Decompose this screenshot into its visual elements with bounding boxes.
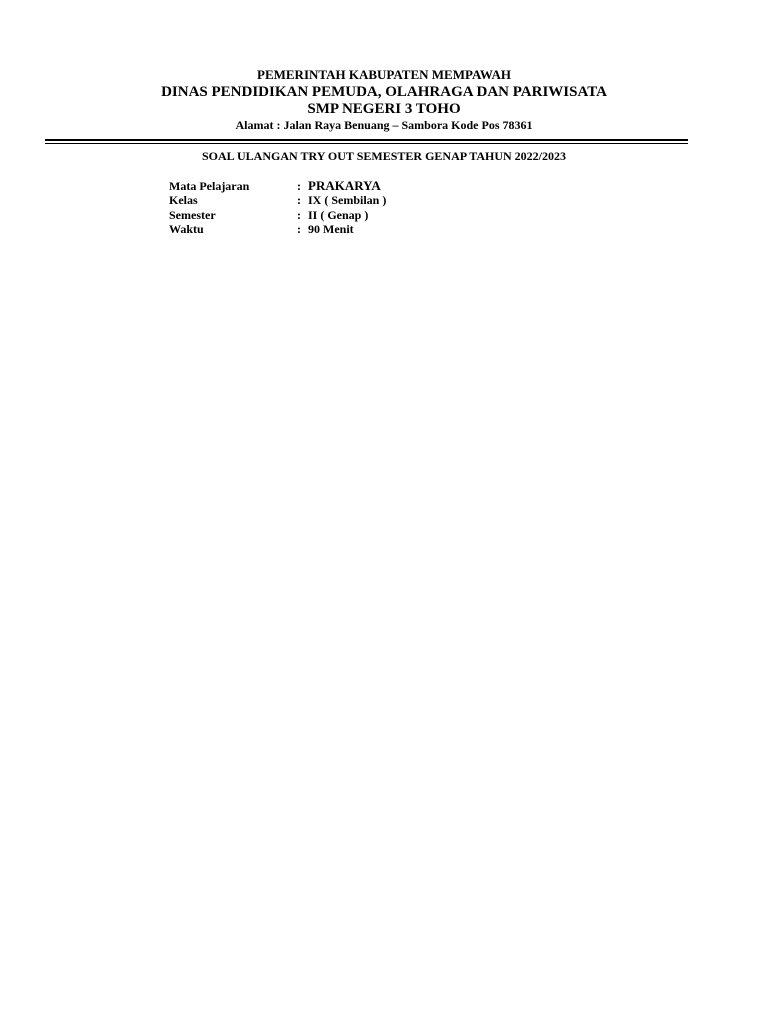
meta-label: Waktu <box>169 222 204 236</box>
meta-colon: : <box>297 179 301 193</box>
meta-colon: : <box>297 193 301 207</box>
meta-value: IX ( Sembilan ) <box>308 193 387 207</box>
meta-value: PRAKARYA <box>308 178 381 193</box>
meta-row-semester <box>169 208 368 223</box>
meta-colon: : <box>297 222 301 236</box>
meta-row-time <box>169 222 354 237</box>
header-school-name: SMP NEGERI 3 TOHO <box>307 101 461 117</box>
meta-value: 90 Menit <box>308 222 354 236</box>
meta-label: Mata Pelajaran <box>169 179 250 193</box>
meta-label: Semester <box>169 208 216 222</box>
header-divider-thin <box>45 143 688 144</box>
header-line-1: PEMERINTAH KABUPATEN MEMPAWAH <box>257 67 511 82</box>
header-line-2: DINAS PENDIDIKAN PEMUDA, OLAHRAGA DAN PARIWISATA <box>161 84 607 100</box>
meta-colon: : <box>297 208 301 222</box>
exam-title: SOAL ULANGAN TRY OUT SEMESTER GENAP TAHUN 2022/2023 <box>202 149 566 163</box>
header-address: Alamat : Jalan Raya Benuang – Sambora Kode Pos 78361 <box>235 118 533 132</box>
meta-row-subject <box>169 178 381 194</box>
meta-label: Kelas <box>169 193 198 207</box>
meta-row-class <box>169 193 386 208</box>
meta-value: II ( Genap ) <box>308 208 369 222</box>
header-divider-thick <box>45 139 688 141</box>
